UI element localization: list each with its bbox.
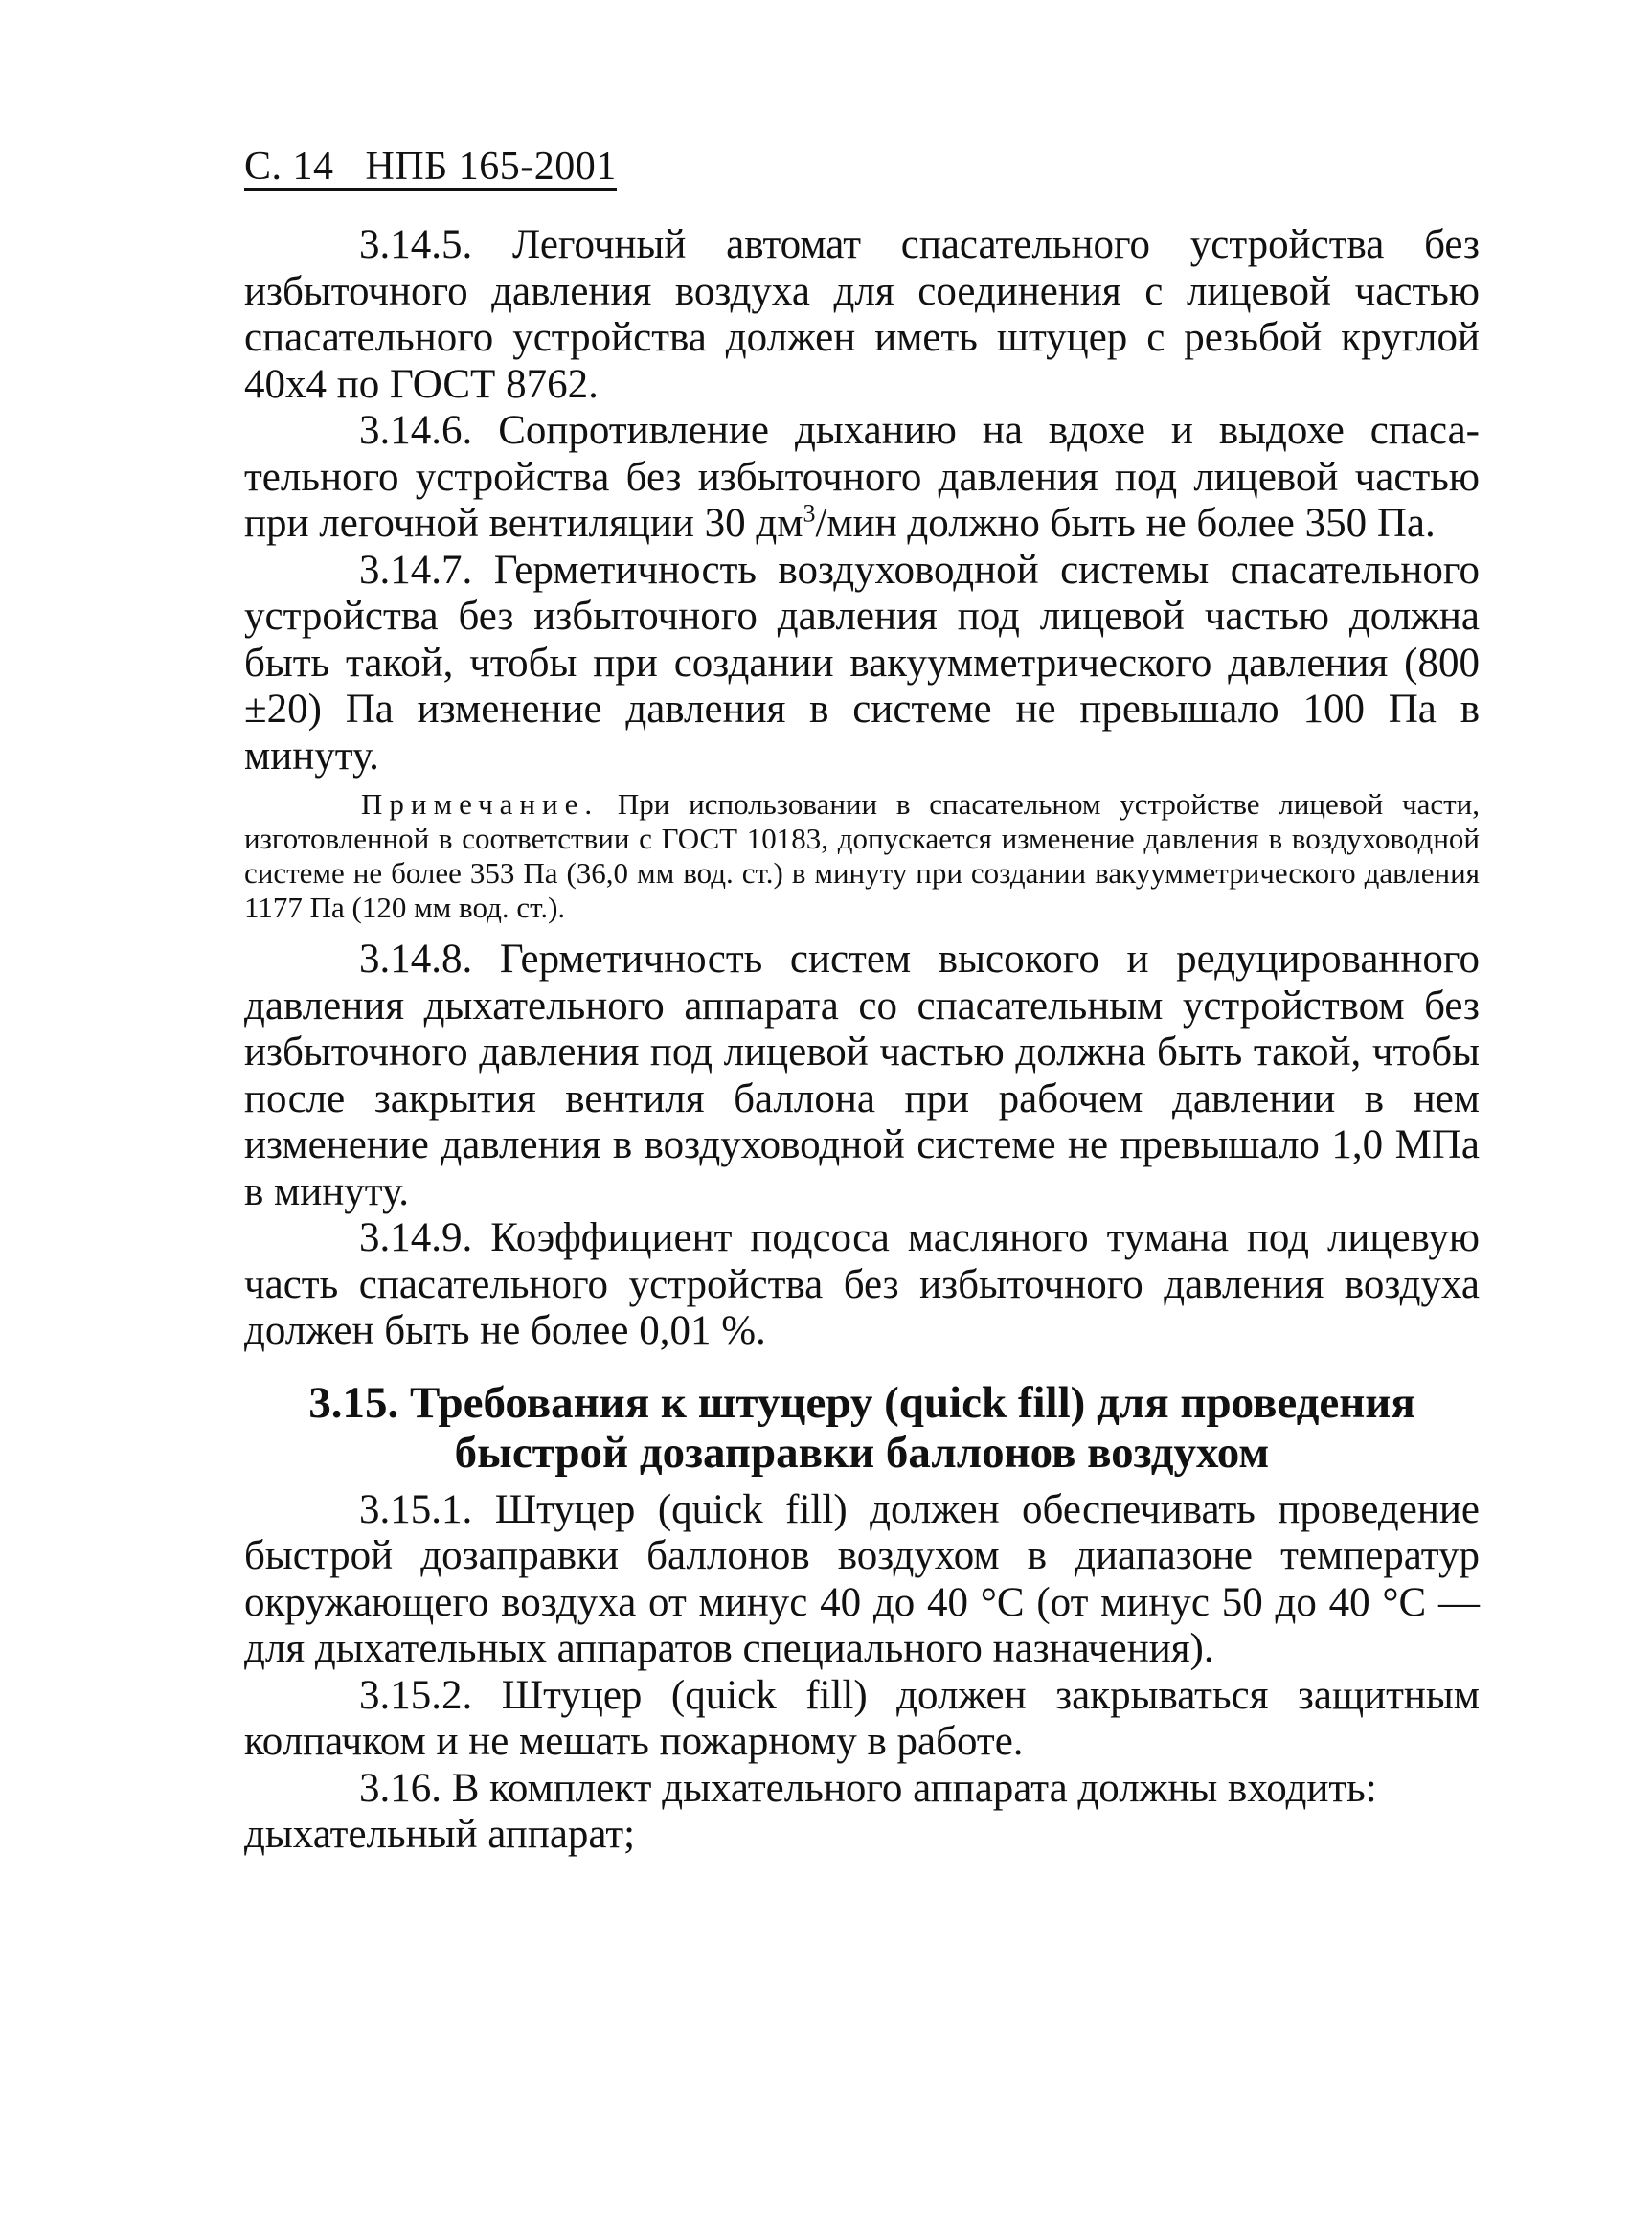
section-3-15-heading: 3.15. Требования к штуцеру (quick fill) для проведения быстрой дозаправки баллонов воздухом <box>308 1377 1415 1478</box>
paragraph-3-14-9: 3.14.9. Коэффициент подсоса масляного тумана под лицевую часть спасательного устройства без избыточного давления воздуха должен быть не более 0,01 %. <box>244 1215 1480 1353</box>
note-paragraph <box>244 787 1480 925</box>
superscript-3: 3 <box>803 499 816 528</box>
page-header <box>244 146 617 191</box>
paragraph-3-14-6-text-a: 3.14.6. Сопротивление дыханию на вдохе и выдохе спасательного устройства без избыточного давления под лицевой частью при легочной вентиляции 30 дм <box>244 408 1480 546</box>
paragraph-3-14-6 <box>244 408 1480 548</box>
paragraph-3-16-item-1: дыхательный аппарат; <box>244 1812 636 1857</box>
paragraph-3-15-2: 3.15.2. Штуцер (quick fill) должен закрываться защитным колпачком и не мешать пожарному в работе. <box>244 1672 1480 1764</box>
note-label: Примечание. <box>361 787 600 821</box>
note-text: При использовании в спасательном устройстве лицевой части, изготовленной в соответствии с ГОСТ 10183, допускается изменение давления в воздуховодной системе не более 353 Па (36,0 мм вод. ст.) в минуту при создании вакуумметрического давления 1177 Па (120 мм вод. ст.). <box>244 787 1480 924</box>
document-code: НПБ 165-2001 <box>365 145 617 189</box>
paragraph-3-14-8: 3.14.8. Герметичность систем высокого и редуцированного давления дыхательного аппарата со спасательным устройством без избыточного давления под лицевой частью должна быть такой, чтобы после закрытия вентиля баллона при рабочем давлении в нем изменение давления в воздуховодной системе не превышало 1,0 МПа в минуту. <box>244 937 1480 1214</box>
paragraph-3-15-1: 3.15.1. Штуцер (quick fill) должен обеспечивать проведение быстрой дозаправки баллонов воздухом в диапазоне температур окружающего воздуха от минус 40 до 40 °С (от минус 50 до 40 °С — для дыхательных аппаратов специального назначения). <box>244 1486 1480 1671</box>
paragraph-3-14-6-text-b: /мин должно быть не более 350 Па. <box>815 501 1436 546</box>
page-number: С. 14 <box>244 145 334 189</box>
paragraph-3-16: 3.16. В комплект дыхательного аппарата должны входить: <box>359 1765 1377 1811</box>
paragraph-3-14-5: 3.14.5. Легочный автомат спасательного устройства без избыточного давления воздуха для соединения с лицевой частью спасательного устройства должен иметь штуцер с резьбой круглой 40х4 по ГОСТ 8762. <box>244 222 1480 407</box>
paragraph-3-14-7: 3.14.7. Герметичность воздуховодной системы спасательного устройства без избыточного давления под лицевой частью должна быть такой, чтобы при создании вакуумметрического давления (800 ±20) Па изменение давления в системе не превышало 100 Па в минуту. <box>244 547 1480 779</box>
document-body <box>244 222 1480 1859</box>
